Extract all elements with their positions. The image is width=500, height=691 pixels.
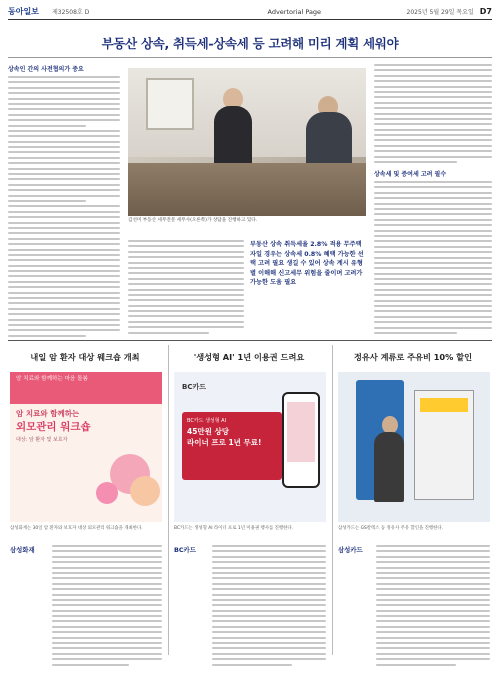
headline-divider <box>8 57 492 58</box>
photo-caption: 김선미 부동산 세무전문 세무사(오른쪽)가 상담을 진행하고 있다. <box>128 218 258 223</box>
phone-mockup <box>282 392 320 488</box>
section-label: Advertorial Page <box>267 7 322 16</box>
page-header <box>8 4 492 20</box>
issue-number: 제32508호 D <box>52 9 90 16</box>
ai-promo-image <box>174 372 326 522</box>
newspaper-logo: 동아일보 <box>8 6 39 16</box>
workshop-banner-image: 암 치료와 함께하는 마음 돌봄 암 치료와 함께하는 외모관리 워크숍 대상: 암 환자 및 보호자 <box>10 372 162 522</box>
bottom-caption-1: 삼성화재는 30일 암 환자와 보호자 대상 외모관리 워크숍을 개최한다. <box>10 526 143 531</box>
bottom-body-2 <box>212 545 326 666</box>
bc-card-logo: BC카드 <box>182 383 206 391</box>
body-text-lines <box>8 76 120 337</box>
bottom-body-1 <box>52 545 162 666</box>
page-number: D7 <box>479 7 492 16</box>
company-label-3: 삼성카드 <box>338 546 363 554</box>
article-side-subhead: 상속세 및 증여세 고려 필수 <box>374 171 447 179</box>
company-label-2: BC카드 <box>174 546 196 554</box>
company-label-1: 삼성화재 <box>10 546 35 554</box>
promo-card: BC카드 생성형 AI 45만원 상당 라이너 프로 1년 무료! <box>182 412 282 480</box>
bottom-caption-2: BC카드는 생성형 AI 라이너 프로 1년 이용권 행사를 진행한다. <box>174 526 293 531</box>
bottom-body-3 <box>376 545 490 666</box>
gas-station-image <box>338 372 490 522</box>
bottom-headline-1: 내일 암 환자 대상 웨크숍 개최 <box>30 352 140 362</box>
publication-date: 2025년 5월 29일 목요일 <box>406 9 474 16</box>
promo-sign <box>420 398 468 412</box>
consultation-photo <box>128 68 366 216</box>
column-divider <box>168 345 169 655</box>
bottom-headline-2: '생성형 AI' 1년 이용권 드려요 <box>193 352 305 362</box>
section-divider <box>8 340 492 341</box>
article-column-left <box>8 64 120 337</box>
article-column-center <box>128 240 244 334</box>
article-column-right <box>374 64 492 334</box>
banner-band: 암 치료와 함께하는 마음 돌봄 <box>10 372 162 404</box>
bottom-headline-3: 정유사 계류로 주유비 10% 할인 <box>354 352 472 362</box>
bottom-caption-3: 삼성카드는 GS칼텍스 등 정유사 주유 할인을 진행한다. <box>338 526 444 531</box>
article-subhead: 상속인 간의 사전협의가 중요 <box>8 66 84 73</box>
column-divider <box>332 345 333 655</box>
pull-quote: 부동산 상속 취득세율 2.8% 적용 무주택자일 경우는 상속세 0.8% 혜택 가능한 선택 고려 필요 생길 수 있어 상속 계시 유형별 이해해 신고세무 위험을 줄이며 고려가 가능한 도움 필요 <box>250 241 364 287</box>
main-headline: 부동산 상속, 취득세-상속세 등 고려해 미리 계획 세워야 <box>101 36 399 51</box>
